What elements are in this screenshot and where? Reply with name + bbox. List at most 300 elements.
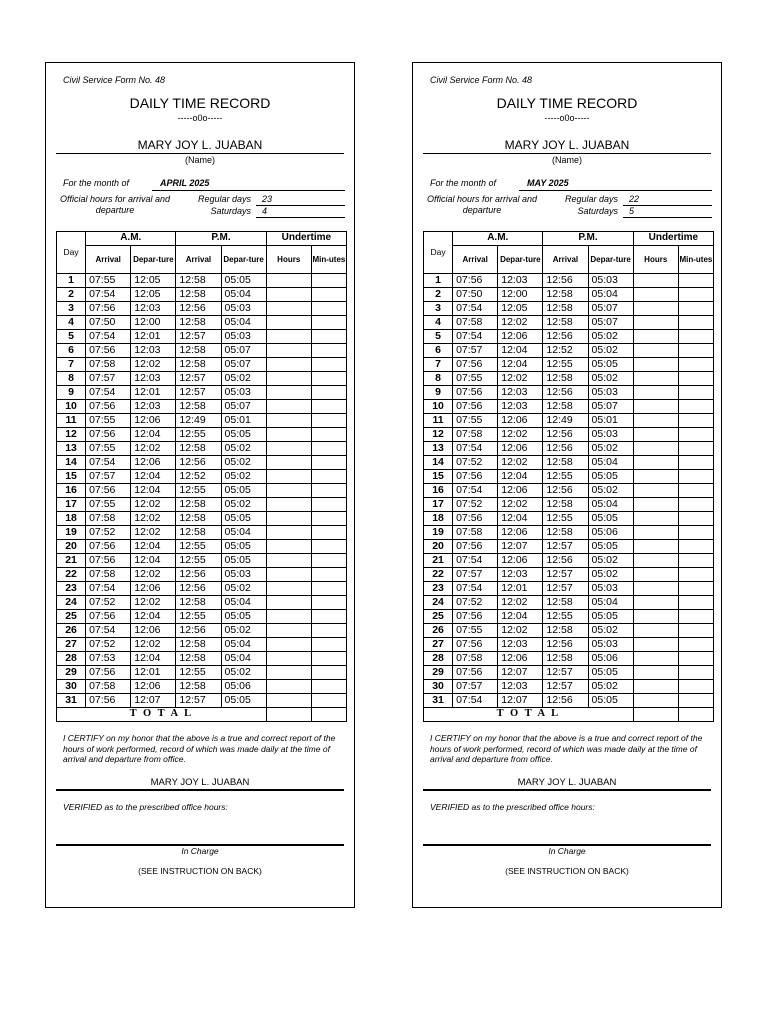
am-departure-cell: 12:03 <box>498 638 543 652</box>
table-row <box>57 666 347 680</box>
table-row <box>424 540 714 554</box>
undertime-header: Undertime <box>266 232 346 246</box>
undertime-hours-cell <box>633 610 678 624</box>
saturdays-value: 4 <box>256 206 345 218</box>
pm-arrival-cell: 12:55 <box>176 554 221 568</box>
am-departure-cell: 12:02 <box>131 596 176 610</box>
undertime-minutes-cell <box>678 456 713 470</box>
pm-departure-cell: 05:04 <box>221 526 266 540</box>
undertime-hours-cell <box>266 386 311 400</box>
am-arrival-cell: 07:57 <box>86 372 131 386</box>
pm-arrival-cell: 12:58 <box>176 498 221 512</box>
day-number: 29 <box>57 666 86 680</box>
pm-departure-cell: 05:01 <box>221 414 266 428</box>
table-row <box>424 372 714 386</box>
name-caption: (Name) <box>551 155 582 165</box>
time-record-table <box>423 231 714 722</box>
pm-arrival-cell: 12:58 <box>176 344 221 358</box>
undertime-minutes-cell <box>678 288 713 302</box>
undertime-minutes-cell <box>678 316 713 330</box>
am-departure-cell: 12:04 <box>131 484 176 498</box>
table-row <box>57 358 347 372</box>
day-number: 23 <box>57 582 86 596</box>
undertime-minutes-cell <box>311 540 346 554</box>
day-number: 19 <box>57 526 86 540</box>
pm-arrival-cell: 12:58 <box>543 596 588 610</box>
pm-departure-cell: 05:02 <box>221 442 266 456</box>
table-row <box>57 526 347 540</box>
pm-departure-cell: 05:02 <box>221 372 266 386</box>
am-departure-cell: 12:04 <box>498 344 543 358</box>
am-departure-cell: 12:06 <box>131 456 176 470</box>
day-number: 8 <box>424 372 453 386</box>
pm-departure-cell: 05:07 <box>221 400 266 414</box>
pm-departure-cell: 05:06 <box>221 680 266 694</box>
undertime-minutes-cell <box>311 400 346 414</box>
month-label: For the month of <box>63 178 130 188</box>
month-label: For the month of <box>430 178 497 188</box>
undertime-hours-cell <box>266 680 311 694</box>
day-number: 15 <box>424 470 453 484</box>
pm-departure-cell: 05:05 <box>588 470 633 484</box>
am-arrival-cell: 07:52 <box>86 526 131 540</box>
day-number: 16 <box>57 484 86 498</box>
pm-arrival-cell: 12:56 <box>543 484 588 498</box>
total-hours-cell <box>633 708 678 722</box>
day-number: 31 <box>424 694 453 708</box>
undertime-hours-cell <box>633 568 678 582</box>
pm-arrival-cell: 12:58 <box>176 596 221 610</box>
am-arrival-cell: 07:56 <box>86 540 131 554</box>
pm-arrival-cell: 12:56 <box>543 386 588 400</box>
am-arrival-cell: 07:56 <box>86 302 131 316</box>
pm-arrival-cell: 12:55 <box>176 666 221 680</box>
pm-arrival-cell: 12:58 <box>176 512 221 526</box>
table-row <box>424 302 714 316</box>
am-arrival-cell: 07:52 <box>86 596 131 610</box>
total-row <box>424 708 714 722</box>
title-separator: -----o0o----- <box>544 113 590 123</box>
am-arrival-cell: 07:56 <box>86 694 131 708</box>
table-row <box>424 568 714 582</box>
table-row <box>57 442 347 456</box>
am-departure-cell: 12:07 <box>498 666 543 680</box>
am-arrival-cell: 07:56 <box>453 666 498 680</box>
see-instruction-note: (SEE INSTRUCTION ON BACK) <box>505 866 629 876</box>
table-row <box>57 512 347 526</box>
day-number: 7 <box>57 358 86 372</box>
undertime-minutes-cell <box>678 470 713 484</box>
table-row <box>424 414 714 428</box>
pm-arrival-cell: 12:52 <box>543 344 588 358</box>
am-arrival-cell: 07:56 <box>86 484 131 498</box>
undertime-hours-cell <box>266 372 311 386</box>
undertime-minutes-cell <box>678 680 713 694</box>
table-sub-header <box>424 246 714 274</box>
day-number: 10 <box>57 400 86 414</box>
form-title: DAILY TIME RECORD <box>129 95 271 111</box>
day-number: 24 <box>57 596 86 610</box>
undertime-hours-cell <box>633 442 678 456</box>
pm-departure-cell: 05:02 <box>588 624 633 638</box>
hours-header: Hours <box>266 246 311 274</box>
pm-departure-cell: 05:01 <box>588 414 633 428</box>
table-row <box>57 330 347 344</box>
pm-arrival-cell: 12:58 <box>176 680 221 694</box>
am-departure-cell: 12:02 <box>498 428 543 442</box>
pm-departure-cell: 05:04 <box>221 596 266 610</box>
day-number: 16 <box>424 484 453 498</box>
am-arrival-cell: 07:56 <box>453 638 498 652</box>
am-departure-cell: 12:00 <box>131 316 176 330</box>
pm-departure-cell: 05:06 <box>588 526 633 540</box>
day-number: 13 <box>57 442 86 456</box>
table-row <box>424 652 714 666</box>
am-departure-cell: 12:04 <box>498 470 543 484</box>
pm-departure-cell: 05:03 <box>588 274 633 288</box>
pm-arrival-cell: 12:58 <box>176 316 221 330</box>
day-number: 20 <box>57 540 86 554</box>
day-number: 30 <box>57 680 86 694</box>
form-number: Civil Service Form No. 48 <box>63 75 166 85</box>
am-arrival-cell: 07:55 <box>86 498 131 512</box>
am-departure-cell: 12:02 <box>498 316 543 330</box>
am-arrival-cell: 07:56 <box>453 470 498 484</box>
am-departure-cell: 12:03 <box>131 372 176 386</box>
day-number: 15 <box>57 470 86 484</box>
day-number: 25 <box>424 610 453 624</box>
pm-departure-cell: 05:03 <box>221 330 266 344</box>
certification-text: I CERTIFY on my honor that the above is a true and correct report of the hours of work performed, record of which was made daily at the time of arrival and departure from office. <box>63 733 336 764</box>
am-departure-cell: 12:02 <box>131 526 176 540</box>
am-arrival-cell: 07:58 <box>453 428 498 442</box>
undertime-minutes-cell <box>678 498 713 512</box>
undertime-minutes-cell <box>678 694 713 708</box>
undertime-minutes-cell <box>678 596 713 610</box>
day-number: 18 <box>424 512 453 526</box>
am-arrival-cell: 07:56 <box>86 344 131 358</box>
pm-arrival-cell: 12:58 <box>176 288 221 302</box>
undertime-minutes-cell <box>678 386 713 400</box>
table-row <box>57 554 347 568</box>
undertime-hours-cell <box>633 582 678 596</box>
undertime-minutes-cell <box>311 526 346 540</box>
am-arrival-cell: 07:54 <box>453 582 498 596</box>
pm-arrival-cell: 12:58 <box>543 456 588 470</box>
pm-departure-cell: 05:04 <box>588 498 633 512</box>
am-arrival-cell: 07:58 <box>86 358 131 372</box>
day-number: 6 <box>424 344 453 358</box>
am-arrival-cell: 07:58 <box>86 680 131 694</box>
undertime-minutes-cell <box>311 302 346 316</box>
undertime-minutes-cell <box>678 554 713 568</box>
saturdays-label: Saturdays <box>577 206 618 216</box>
pm-arrival-cell: 12:58 <box>543 526 588 540</box>
undertime-hours-cell <box>633 288 678 302</box>
undertime-minutes-cell <box>311 596 346 610</box>
day-number: 13 <box>424 442 453 456</box>
table-row <box>57 428 347 442</box>
day-number: 28 <box>424 652 453 666</box>
day-number: 22 <box>424 568 453 582</box>
undertime-minutes-cell <box>311 694 346 708</box>
undertime-hours-cell <box>266 288 311 302</box>
undertime-hours-cell <box>266 442 311 456</box>
undertime-hours-cell <box>266 330 311 344</box>
am-departure-header: Depar-ture <box>498 246 543 274</box>
am-departure-cell: 12:03 <box>131 344 176 358</box>
day-number: 26 <box>424 624 453 638</box>
table-row <box>424 666 714 680</box>
am-arrival-cell: 07:55 <box>453 414 498 428</box>
undertime-hours-cell <box>266 540 311 554</box>
day-number: 10 <box>424 400 453 414</box>
undertime-minutes-cell <box>311 638 346 652</box>
undertime-hours-cell <box>266 610 311 624</box>
pm-arrival-cell: 12:58 <box>543 302 588 316</box>
am-arrival-cell: 07:55 <box>453 372 498 386</box>
day-number: 21 <box>57 554 86 568</box>
am-arrival-cell: 07:54 <box>453 484 498 498</box>
am-departure-cell: 12:06 <box>131 414 176 428</box>
am-header: A.M. <box>453 232 543 246</box>
table-row <box>424 428 714 442</box>
pm-arrival-cell: 12:58 <box>176 652 221 666</box>
table-row <box>424 274 714 288</box>
am-arrival-cell: 07:50 <box>86 316 131 330</box>
am-departure-cell: 12:02 <box>131 512 176 526</box>
undertime-minutes-cell <box>311 498 346 512</box>
pm-departure-cell: 05:03 <box>588 638 633 652</box>
table-row <box>424 596 714 610</box>
pm-departure-cell: 05:03 <box>221 386 266 400</box>
am-arrival-cell: 07:54 <box>453 554 498 568</box>
am-departure-cell: 12:06 <box>131 680 176 694</box>
pm-arrival-cell: 12:49 <box>176 414 221 428</box>
pm-arrival-cell: 12:57 <box>543 582 588 596</box>
pm-arrival-cell: 12:58 <box>176 274 221 288</box>
am-header: A.M. <box>86 232 176 246</box>
table-row <box>424 470 714 484</box>
am-departure-cell: 12:06 <box>498 652 543 666</box>
undertime-hours-cell <box>633 680 678 694</box>
pm-departure-cell: 05:05 <box>221 484 266 498</box>
undertime-minutes-cell <box>678 484 713 498</box>
undertime-minutes-cell <box>311 414 346 428</box>
pm-arrival-cell: 12:58 <box>543 372 588 386</box>
undertime-hours-cell <box>633 428 678 442</box>
undertime-minutes-cell <box>678 652 713 666</box>
pm-departure-cell: 05:02 <box>221 456 266 470</box>
table-row <box>57 540 347 554</box>
pm-departure-cell: 05:05 <box>221 610 266 624</box>
pm-arrival-cell: 12:56 <box>176 582 221 596</box>
am-arrival-cell: 07:52 <box>86 638 131 652</box>
pm-arrival-cell: 12:56 <box>176 302 221 316</box>
undertime-hours-cell <box>633 358 678 372</box>
saturdays-value: 5 <box>623 206 712 218</box>
day-number: 24 <box>424 596 453 610</box>
in-charge-label: In Charge <box>181 846 219 856</box>
undertime-hours-cell <box>266 274 311 288</box>
pm-arrival-cell: 12:49 <box>543 414 588 428</box>
am-departure-cell: 12:06 <box>131 582 176 596</box>
table-row <box>57 582 347 596</box>
am-arrival-cell: 07:56 <box>86 428 131 442</box>
undertime-minutes-cell <box>311 582 346 596</box>
table-row <box>424 680 714 694</box>
am-arrival-cell: 07:57 <box>86 470 131 484</box>
total-minutes-cell <box>311 708 346 722</box>
undertime-minutes-cell <box>311 484 346 498</box>
undertime-hours-cell <box>266 456 311 470</box>
table-row <box>57 302 347 316</box>
table-row <box>57 414 347 428</box>
am-departure-cell: 12:02 <box>131 442 176 456</box>
table-row <box>57 680 347 694</box>
am-departure-cell: 12:05 <box>498 302 543 316</box>
am-departure-header: Depar-ture <box>131 246 176 274</box>
see-instruction-note: (SEE INSTRUCTION ON BACK) <box>138 866 262 876</box>
pm-departure-cell: 05:05 <box>588 358 633 372</box>
pm-arrival-cell: 12:52 <box>176 470 221 484</box>
undertime-hours-cell <box>633 414 678 428</box>
undertime-hours-cell <box>266 568 311 582</box>
undertime-hours-cell <box>633 512 678 526</box>
am-arrival-header: Arrival <box>86 246 131 274</box>
table-row <box>57 624 347 638</box>
am-arrival-cell: 07:56 <box>453 610 498 624</box>
undertime-minutes-cell <box>678 666 713 680</box>
undertime-hours-cell <box>633 302 678 316</box>
in-charge-label: In Charge <box>548 846 586 856</box>
undertime-minutes-cell <box>678 428 713 442</box>
pm-arrival-cell: 12:58 <box>543 652 588 666</box>
undertime-hours-cell <box>633 484 678 498</box>
undertime-hours-cell <box>266 470 311 484</box>
undertime-minutes-cell <box>311 470 346 484</box>
pm-departure-cell: 05:03 <box>221 302 266 316</box>
undertime-hours-cell <box>633 540 678 554</box>
table-group-header <box>424 232 714 246</box>
day-number: 5 <box>424 330 453 344</box>
undertime-minutes-cell <box>311 680 346 694</box>
table-group-header <box>57 232 347 246</box>
pm-departure-cell: 05:05 <box>221 694 266 708</box>
undertime-hours-cell <box>266 638 311 652</box>
time-record-table <box>56 231 347 722</box>
pm-header: P.M. <box>543 232 633 246</box>
undertime-hours-cell <box>633 694 678 708</box>
am-departure-cell: 12:02 <box>131 638 176 652</box>
day-number: 4 <box>424 316 453 330</box>
table-row <box>424 484 714 498</box>
pm-departure-cell: 05:05 <box>221 428 266 442</box>
regular-days-label: Regular days <box>564 194 618 204</box>
form-title: DAILY TIME RECORD <box>496 95 638 111</box>
month-value: MAY 2025 <box>519 178 712 191</box>
month-value: APRIL 2025 <box>152 178 345 191</box>
pm-departure-cell: 05:02 <box>588 442 633 456</box>
table-row <box>57 274 347 288</box>
am-departure-cell: 12:02 <box>498 456 543 470</box>
regular-days-value: 22 <box>623 194 712 206</box>
pm-departure-cell: 05:05 <box>588 512 633 526</box>
undertime-minutes-cell <box>678 624 713 638</box>
undertime-minutes-cell <box>311 610 346 624</box>
official-hours-label: Official hours for arrival and departure <box>59 194 171 215</box>
undertime-hours-cell <box>266 526 311 540</box>
am-departure-cell: 12:02 <box>131 498 176 512</box>
am-departure-cell: 12:07 <box>498 540 543 554</box>
undertime-minutes-cell <box>311 358 346 372</box>
pm-arrival-cell: 12:56 <box>543 554 588 568</box>
pm-header: P.M. <box>176 232 266 246</box>
undertime-hours-cell <box>633 624 678 638</box>
undertime-hours-cell <box>266 344 311 358</box>
day-number: 14 <box>424 456 453 470</box>
am-departure-cell: 12:06 <box>498 442 543 456</box>
am-departure-cell: 12:02 <box>498 498 543 512</box>
employee-name: MARY JOY L. JUABAN <box>56 138 344 154</box>
table-row <box>424 456 714 470</box>
am-departure-cell: 12:02 <box>131 358 176 372</box>
pm-arrival-cell: 12:58 <box>543 624 588 638</box>
table-row <box>424 512 714 526</box>
undertime-minutes-cell <box>311 442 346 456</box>
day-number: 3 <box>424 302 453 316</box>
table-row <box>57 596 347 610</box>
day-number: 18 <box>57 512 86 526</box>
pm-departure-cell: 05:04 <box>221 316 266 330</box>
undertime-minutes-cell <box>311 456 346 470</box>
am-departure-cell: 12:01 <box>131 330 176 344</box>
am-departure-cell: 12:04 <box>498 610 543 624</box>
pm-departure-cell: 05:02 <box>588 554 633 568</box>
pm-arrival-cell: 12:55 <box>543 470 588 484</box>
day-number: 11 <box>424 414 453 428</box>
am-arrival-cell: 07:54 <box>86 288 131 302</box>
am-departure-cell: 12:06 <box>498 526 543 540</box>
pm-arrival-cell: 12:56 <box>176 456 221 470</box>
pm-departure-cell: 05:02 <box>588 344 633 358</box>
pm-departure-cell: 05:07 <box>588 302 633 316</box>
pm-departure-cell: 05:07 <box>221 358 266 372</box>
day-number: 31 <box>57 694 86 708</box>
undertime-minutes-cell <box>678 274 713 288</box>
day-header: Day <box>424 232 453 274</box>
pm-departure-cell: 05:02 <box>588 372 633 386</box>
undertime-hours-cell <box>633 316 678 330</box>
undertime-minutes-cell <box>311 624 346 638</box>
pm-departure-cell: 05:04 <box>221 638 266 652</box>
am-arrival-cell: 07:57 <box>453 344 498 358</box>
undertime-minutes-cell <box>678 512 713 526</box>
undertime-hours-cell <box>633 456 678 470</box>
pm-departure-cell: 05:05 <box>221 274 266 288</box>
verified-text: VERIFIED as to the prescribed office hours: <box>63 802 228 812</box>
undertime-hours-cell <box>266 358 311 372</box>
undertime-minutes-cell <box>311 428 346 442</box>
am-arrival-cell: 07:56 <box>453 400 498 414</box>
pm-arrival-cell: 12:55 <box>543 358 588 372</box>
am-arrival-cell: 07:54 <box>453 302 498 316</box>
undertime-minutes-cell <box>311 274 346 288</box>
am-arrival-cell: 07:58 <box>453 652 498 666</box>
table-row <box>57 498 347 512</box>
dtr-form-may <box>412 62 722 908</box>
am-arrival-cell: 07:58 <box>86 512 131 526</box>
